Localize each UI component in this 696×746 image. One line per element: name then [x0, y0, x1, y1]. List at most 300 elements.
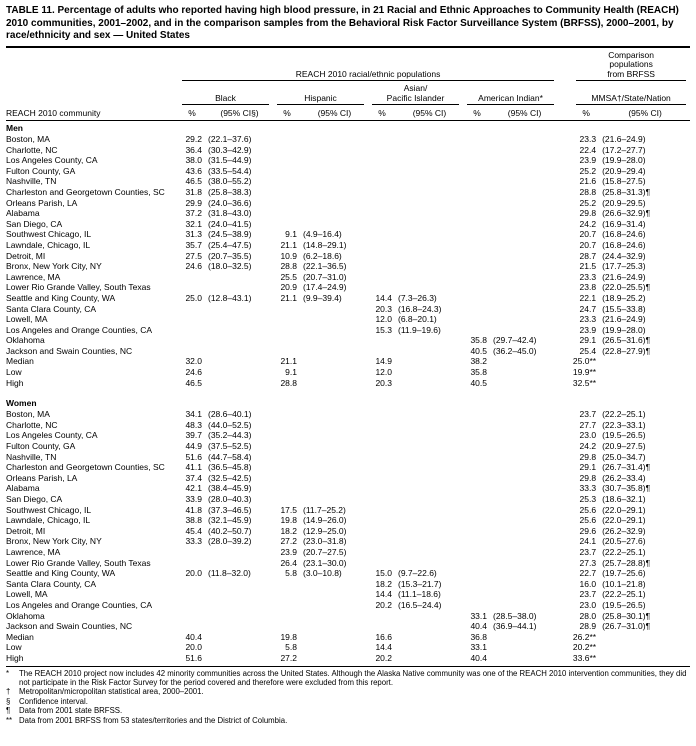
- cell-american-indian-ci: [491, 568, 558, 579]
- cell-asian-ci: [396, 240, 463, 251]
- cell-american-indian-ci: (28.5–38.0): [493, 610, 537, 621]
- cell-american-indian-pct: [463, 462, 491, 473]
- cell-asian-ci: [396, 155, 463, 166]
- column-spacer: [558, 611, 572, 622]
- asian-group-label-line2: Pacific Islander: [386, 92, 445, 103]
- table-row: [6, 219, 690, 230]
- comparison-label-line1: Comparison: [608, 49, 655, 60]
- cell-brfss-pct: 22.4: [579, 144, 597, 155]
- cell-black-ci: (12.8–43.1): [208, 292, 252, 303]
- cell-asian-pct: [368, 409, 396, 420]
- cell-american-indian-pct: [463, 166, 491, 177]
- cell-black-ci: (28.0–40.3): [208, 494, 252, 504]
- cell-black-ci: [206, 325, 273, 336]
- pct-header-black: %: [178, 105, 206, 121]
- cell-brfss-pct: 25.0**: [572, 356, 597, 367]
- cell-american-indian-ci: [491, 494, 558, 505]
- cell-brfss-pct: 26.2**: [572, 631, 597, 642]
- cell-asian-pct: [368, 155, 396, 166]
- cell-american-indian-pct: 35.8: [470, 335, 487, 346]
- cell-hispanic-pct: 26.4: [280, 557, 297, 568]
- cell-brfss-pct: 23.0: [579, 430, 597, 441]
- cell-brfss-pct: 28.8: [579, 186, 597, 197]
- cell-brfss-pct: 23.9: [579, 324, 597, 335]
- cell-american-indian-ci: [491, 219, 558, 230]
- table-body: [6, 121, 690, 664]
- cell-asian-pct: 18.2: [375, 578, 392, 589]
- cell-brfss-pct: 24.1: [579, 536, 597, 547]
- cell-hispanic-ci: (14.8–29.1): [303, 239, 347, 250]
- cell-community: Lowell, MA: [6, 589, 48, 600]
- cell-hispanic-ci: [301, 314, 368, 325]
- cell-american-indian-ci: [491, 526, 558, 537]
- cell-hispanic-ci: (14.9–26.0): [303, 515, 347, 526]
- cell-black-pct: [178, 282, 206, 293]
- cell-black-ci: (28.6–40.1): [208, 409, 252, 420]
- hispanic-group-label: Hispanic: [304, 92, 337, 103]
- cell-community: Detroit, MI: [6, 250, 46, 261]
- community-column-header: REACH 2010 community: [6, 105, 178, 121]
- cell-hispanic-ci: [301, 441, 368, 452]
- cell-brfss-ci: (26.2–33.4): [602, 472, 646, 483]
- cell-asian-pct: 16.6: [375, 631, 392, 642]
- cell-brfss-ci: [600, 632, 690, 643]
- cell-hispanic-pct: [273, 589, 301, 600]
- cell-american-indian-ci: (36.9–44.1): [493, 621, 537, 632]
- cell-hispanic-ci: (22.1–36.5): [303, 261, 347, 272]
- footnote-text: Metropolitan/micropolitan statistical area, 2000–2001.: [19, 687, 204, 697]
- column-spacer: [558, 219, 572, 230]
- column-spacer: [558, 261, 572, 272]
- cell-american-indian-pct: [463, 558, 491, 569]
- cell-black-ci: (32.5–42.5): [208, 472, 252, 483]
- column-spacer: [558, 441, 572, 452]
- cell-asian-ci: [396, 473, 463, 484]
- cell-black-ci: [206, 589, 273, 600]
- cell-hispanic-pct: [273, 176, 301, 187]
- cell-black-pct: 46.5: [185, 176, 202, 187]
- cell-black-pct: 29.9: [185, 197, 202, 208]
- cell-american-indian-ci: [491, 579, 558, 590]
- footnote-rule: [6, 666, 690, 667]
- cell-hispanic-pct: [273, 155, 301, 166]
- cell-asian-pct: 20.2: [375, 599, 392, 610]
- cell-hispanic-pct: 25.5: [280, 271, 297, 282]
- pct-header-brfss: %: [572, 105, 600, 121]
- ci-header-american-indian: (95% CI): [491, 105, 558, 121]
- cell-asian-pct: 15.3: [375, 324, 392, 335]
- cell-asian-pct: 14.4: [375, 292, 392, 303]
- cell-brfss-ci: (22.0–25.5)¶: [602, 282, 651, 293]
- cell-brfss-ci: (19.5–26.5): [602, 599, 646, 610]
- column-spacer: [558, 483, 572, 494]
- cell-asian-ci: [396, 378, 463, 389]
- cell-american-indian-pct: [463, 536, 491, 547]
- table-title: TABLE 11. Percentage of adults who reported having high blood pressure, in 21 Racial and Ethnic Approaches to Community Health (REACH) 2010 communities, 2001–2002, and in the comparison samples from the Behavioral Risk Factor Surveillance System (BRFSS), 2000–2001, by race/ethnicity and sex — United States: [6, 5, 679, 41]
- cell-black-ci: (24.5–38.9): [208, 229, 252, 240]
- cell-black-ci: (36.5–45.8): [208, 462, 252, 473]
- column-spacer: [558, 579, 572, 590]
- cell-brfss-ci: (15.8–27.5): [602, 176, 646, 187]
- cell-asian-ci: [396, 198, 463, 209]
- cell-hispanic-pct: [273, 325, 301, 336]
- column-group-american-indian: [463, 81, 558, 105]
- cell-hispanic-pct: [273, 304, 301, 315]
- cell-brfss-ci: (22.3–33.1): [602, 419, 646, 430]
- cell-brfss-pct: 22.7: [579, 568, 597, 579]
- cell-asian-pct: 12.0: [375, 367, 392, 378]
- cell-hispanic-pct: 27.2: [280, 536, 297, 547]
- column-spacer: [558, 409, 572, 420]
- cell-black-ci: [206, 335, 273, 346]
- cell-brfss-ci: (16.9–31.4): [602, 218, 646, 229]
- cell-hispanic-pct: 21.1: [280, 292, 297, 303]
- column-spacer: [558, 621, 572, 632]
- cell-hispanic-ci: (9.9–39.4): [303, 292, 342, 303]
- cell-american-indian-pct: 38.2: [470, 356, 487, 367]
- cell-hispanic-ci: (12.9–25.0): [303, 525, 347, 536]
- cell-brfss-pct: 21.6: [579, 176, 597, 187]
- cell-black-pct: 33.9: [185, 494, 202, 504]
- cell-community: Charlotte, NC: [6, 419, 58, 430]
- cell-community: Lower Rio Grande Valley, South Texas: [6, 557, 151, 568]
- cell-brfss-pct: 23.3: [579, 134, 597, 144]
- cell-black-ci: (22.1–37.6): [208, 134, 252, 144]
- cell-hispanic-pct: [273, 219, 301, 230]
- cell-asian-pct: [368, 526, 396, 537]
- cell-asian-pct: 12.0: [375, 314, 392, 325]
- cell-hispanic-ci: [301, 187, 368, 198]
- footnote: [6, 669, 690, 688]
- cell-brfss-pct: 23.3: [579, 271, 597, 282]
- table-row: [6, 198, 690, 209]
- cell-american-indian-ci: [491, 632, 558, 643]
- cell-american-indian-pct: [463, 600, 491, 611]
- cell-american-indian-ci: [491, 430, 558, 441]
- table-row: [6, 611, 690, 622]
- cell-black-ci: (25.4–47.5): [208, 239, 252, 250]
- cell-brfss-pct: 29.6: [579, 525, 597, 536]
- table-row: [6, 293, 690, 304]
- cell-hispanic-pct: 9.1: [285, 367, 297, 378]
- cell-brfss-ci: (19.9–28.0): [602, 324, 646, 335]
- cell-hispanic-ci: [301, 198, 368, 209]
- column-spacer: [558, 653, 572, 664]
- cell-hispanic-pct: 5.8: [285, 568, 297, 579]
- cell-asian-ci: [396, 134, 463, 145]
- cell-brfss-ci: (19.9–28.0): [602, 155, 646, 166]
- cell-black-pct: [178, 335, 206, 346]
- column-spacer: [558, 420, 572, 431]
- cell-asian-pct: [368, 346, 396, 357]
- cell-hispanic-pct: 19.8: [280, 631, 297, 642]
- column-spacer: [558, 155, 572, 166]
- table-row: [6, 589, 690, 600]
- ci-header-hispanic: (95% CI): [301, 105, 368, 121]
- cell-asian-ci: [396, 558, 463, 569]
- header-subgroup-row: [6, 81, 690, 105]
- cell-asian-pct: [368, 621, 396, 632]
- cell-hispanic-ci: [301, 346, 368, 357]
- cell-hispanic-ci: (6.2–18.6): [303, 250, 342, 261]
- cell-asian-pct: [368, 272, 396, 283]
- cell-american-indian-pct: [463, 314, 491, 325]
- cell-hispanic-pct: [273, 198, 301, 209]
- cell-hispanic-ci: (17.4–24.9): [303, 282, 347, 293]
- cell-asian-ci: [396, 346, 463, 357]
- column-spacer: [558, 515, 572, 526]
- footnote-symbol: **: [6, 715, 13, 725]
- column-spacer: [558, 176, 572, 187]
- cell-asian-pct: [368, 229, 396, 240]
- cell-american-indian-ci: [491, 293, 558, 304]
- cell-asian-pct: [368, 462, 396, 473]
- cell-brfss-ci: (20.9–29.5): [602, 197, 646, 208]
- column-spacer: [558, 600, 572, 611]
- cell-black-pct: [178, 589, 206, 600]
- cell-american-indian-pct: [463, 282, 491, 293]
- cell-black-pct: 36.4: [185, 144, 202, 155]
- cell-hispanic-ci: [301, 378, 368, 389]
- cell-black-pct: 20.0: [185, 642, 202, 653]
- column-group-mmsa-state-nation: [572, 81, 690, 105]
- cell-brfss-pct: 23.7: [579, 546, 597, 557]
- cell-hispanic-ci: (23.0–31.8): [303, 536, 347, 547]
- cell-black-pct: [178, 325, 206, 336]
- title-rule: [6, 46, 690, 48]
- cell-asian-ci: [396, 229, 463, 240]
- cell-black-ci: (11.8–32.0): [208, 568, 251, 579]
- cell-american-indian-pct: [463, 515, 491, 526]
- footnote: [6, 716, 690, 725]
- cell-hispanic-ci: [301, 420, 368, 431]
- cell-black-ci: [206, 282, 273, 293]
- cell-brfss-pct: 24.7: [579, 303, 597, 314]
- cell-american-indian-ci: (29.7–42.4): [493, 335, 537, 346]
- cell-community: Low: [6, 642, 22, 653]
- column-spacer: [558, 367, 572, 378]
- cell-black-ci: (37.3–46.5): [208, 504, 252, 515]
- cell-community: Lawrence, MA: [6, 271, 61, 282]
- cell-community: Alabama: [6, 208, 40, 219]
- cell-american-indian-ci: [491, 600, 558, 611]
- cell-hispanic-ci: [301, 642, 368, 653]
- table-row: [6, 494, 690, 505]
- cell-community: Charleston and Georgetown Counties, SC: [6, 186, 165, 197]
- cell-black-pct: 48.3: [185, 419, 202, 430]
- cell-black-ci: [206, 642, 273, 653]
- cell-brfss-ci: (21.6–24.9): [602, 314, 646, 325]
- table-row: [6, 378, 690, 389]
- cell-brfss-ci: (20.9–27.5): [602, 441, 646, 452]
- table-row: [6, 547, 690, 558]
- cell-asian-ci: [396, 208, 463, 219]
- cell-hispanic-pct: 28.8: [280, 377, 297, 388]
- cell-hispanic-ci: [301, 462, 368, 473]
- cell-asian-pct: [368, 166, 396, 177]
- column-group-black: [178, 81, 273, 105]
- cell-asian-pct: [368, 483, 396, 494]
- table-row: [6, 526, 690, 537]
- cell-asian-ci: [396, 452, 463, 463]
- column-spacer: [558, 325, 572, 336]
- cell-american-indian-ci: [491, 198, 558, 209]
- cell-hispanic-ci: (3.0–10.8): [303, 568, 342, 579]
- cell-brfss-ci: [600, 356, 690, 367]
- cell-brfss-ci: (15.5–33.8): [602, 303, 646, 314]
- cell-brfss-pct: 22.1: [579, 292, 597, 303]
- cell-brfss-ci: (18.9–25.2): [602, 292, 646, 303]
- cell-american-indian-ci: [491, 505, 558, 516]
- cell-asian-pct: [368, 145, 396, 156]
- cell-asian-ci: [396, 441, 463, 452]
- cell-black-ci: (18.0–32.5): [208, 261, 252, 272]
- cell-american-indian-ci: [491, 642, 558, 653]
- table-row: [6, 600, 690, 611]
- header-group-row: [6, 50, 690, 82]
- cell-community: High: [6, 377, 24, 388]
- cell-asian-ci: [396, 219, 463, 230]
- cell-hispanic-ci: (4.9–16.4): [303, 229, 342, 240]
- reach-populations-group-header: [178, 50, 558, 82]
- cell-american-indian-ci: [491, 515, 558, 526]
- cell-black-ci: [206, 547, 273, 558]
- cell-black-pct: 20.0: [185, 568, 202, 579]
- cell-black-pct: 25.0: [185, 292, 202, 303]
- cell-american-indian-ci: [491, 536, 558, 547]
- cell-american-indian-pct: [463, 409, 491, 420]
- cell-american-indian-pct: 40.4: [470, 621, 487, 632]
- header-gap: [558, 81, 572, 105]
- cell-black-pct: 45.4: [185, 525, 202, 536]
- pct-header-american-indian: %: [463, 105, 491, 121]
- table-row: [6, 346, 690, 357]
- cell-brfss-ci: (25.8–30.1)¶: [602, 610, 651, 621]
- cell-asian-pct: [368, 494, 396, 505]
- cell-american-indian-pct: [463, 187, 491, 198]
- cell-hispanic-ci: (20.7–27.5): [303, 546, 347, 557]
- footnote-symbol: *: [6, 668, 10, 678]
- cell-community: Alabama: [6, 483, 40, 494]
- cell-asian-ci: [396, 176, 463, 187]
- cell-brfss-pct: 33.3: [579, 483, 597, 494]
- cell-black-ci: (33.5–54.4): [208, 165, 252, 176]
- cell-asian-pct: 20.3: [375, 303, 392, 314]
- cell-black-pct: 32.0: [185, 356, 202, 367]
- cell-community: Charlotte, NC: [6, 144, 58, 155]
- column-spacer: [558, 547, 572, 558]
- cell-black-pct: 31.3: [185, 229, 202, 240]
- cell-community: Fulton County, GA: [6, 165, 76, 176]
- cell-american-indian-pct: 33.1: [470, 642, 487, 653]
- cell-brfss-pct: 28.7: [579, 250, 597, 261]
- cell-community: Southwest Chicago, IL: [6, 504, 92, 515]
- cell-community: Jackson and Swain Counties, NC: [6, 621, 133, 632]
- cell-black-ci: [206, 356, 273, 367]
- cell-asian-ci: [396, 356, 463, 367]
- footnote: [6, 687, 690, 696]
- cell-american-indian-pct: [463, 293, 491, 304]
- cell-hispanic-pct: [273, 441, 301, 452]
- cell-american-indian-ci: [491, 166, 558, 177]
- cell-asian-pct: [368, 441, 396, 452]
- cell-hispanic-pct: [273, 430, 301, 441]
- cell-american-indian-ci: [491, 282, 558, 293]
- reach-populations-label: REACH 2010 racial/ethnic populations: [295, 68, 441, 79]
- column-spacer: [558, 304, 572, 315]
- cell-asian-pct: 14.9: [375, 356, 392, 367]
- cell-american-indian-pct: [463, 134, 491, 145]
- cell-black-pct: 24.6: [185, 261, 202, 272]
- cell-hispanic-ci: [301, 325, 368, 336]
- cell-brfss-ci: (26.6–32.9)¶: [602, 208, 651, 219]
- column-spacer: [558, 240, 572, 251]
- cell-asian-pct: [368, 473, 396, 484]
- cell-american-indian-pct: [463, 441, 491, 452]
- cell-asian-pct: [368, 611, 396, 622]
- cell-brfss-pct: 28.0: [579, 610, 597, 621]
- cell-black-pct: 44.9: [185, 441, 202, 452]
- cell-community: Fulton County, GA: [6, 441, 76, 452]
- cell-american-indian-ci: [491, 240, 558, 251]
- cell-asian-pct: [368, 134, 396, 145]
- cell-asian-ci: (15.3–21.7): [398, 578, 442, 589]
- cell-hispanic-ci: [301, 219, 368, 230]
- cell-american-indian-ci: [491, 229, 558, 240]
- cell-asian-ci: [396, 526, 463, 537]
- cell-brfss-ci: [600, 642, 690, 653]
- section-label: Men: [6, 123, 23, 133]
- cell-asian-ci: [396, 642, 463, 653]
- table-row: [6, 282, 690, 293]
- cell-american-indian-ci: (36.2–45.0): [493, 345, 537, 356]
- footnote-text: Data from 2001 BRFSS from 53 states/territories and the District of Columbia.: [19, 715, 288, 725]
- cell-hispanic-ci: [301, 430, 368, 441]
- cell-black-ci: [206, 653, 273, 664]
- cell-brfss-ci: (22.2–25.1): [602, 409, 646, 420]
- column-spacer: [558, 526, 572, 537]
- table-row: [6, 430, 690, 441]
- cell-community: Seattle and King County, WA: [6, 292, 116, 303]
- cell-black-ci: (44.0–52.5): [208, 419, 252, 430]
- column-spacer: [558, 356, 572, 367]
- cell-asian-pct: [368, 335, 396, 346]
- table-row: [6, 536, 690, 547]
- cell-black-pct: [178, 314, 206, 325]
- comparison-label-line3: from BRFSS: [607, 68, 655, 79]
- cell-brfss-pct: 29.1: [579, 335, 597, 346]
- cell-hispanic-ci: [301, 579, 368, 590]
- cell-hispanic-ci: (11.7–25.2): [303, 504, 346, 515]
- column-spacer: [558, 187, 572, 198]
- cell-black-pct: [178, 611, 206, 622]
- cell-hispanic-pct: [273, 452, 301, 463]
- cell-american-indian-pct: [463, 240, 491, 251]
- cell-community: San Diego, CA: [6, 218, 63, 229]
- column-spacer: [558, 536, 572, 547]
- cell-american-indian-ci: [491, 473, 558, 484]
- cell-brfss-ci: [600, 378, 690, 389]
- cell-brfss-pct: 25.6: [579, 515, 597, 526]
- cell-asian-pct: [368, 547, 396, 558]
- cell-american-indian-ci: [491, 452, 558, 463]
- cell-hispanic-pct: [273, 420, 301, 431]
- cell-asian-pct: 14.4: [375, 642, 392, 653]
- cell-asian-pct: [368, 430, 396, 441]
- pct-header-hispanic: %: [273, 105, 301, 121]
- cell-black-pct: 29.2: [185, 134, 202, 144]
- cell-brfss-pct: 25.4: [579, 345, 597, 356]
